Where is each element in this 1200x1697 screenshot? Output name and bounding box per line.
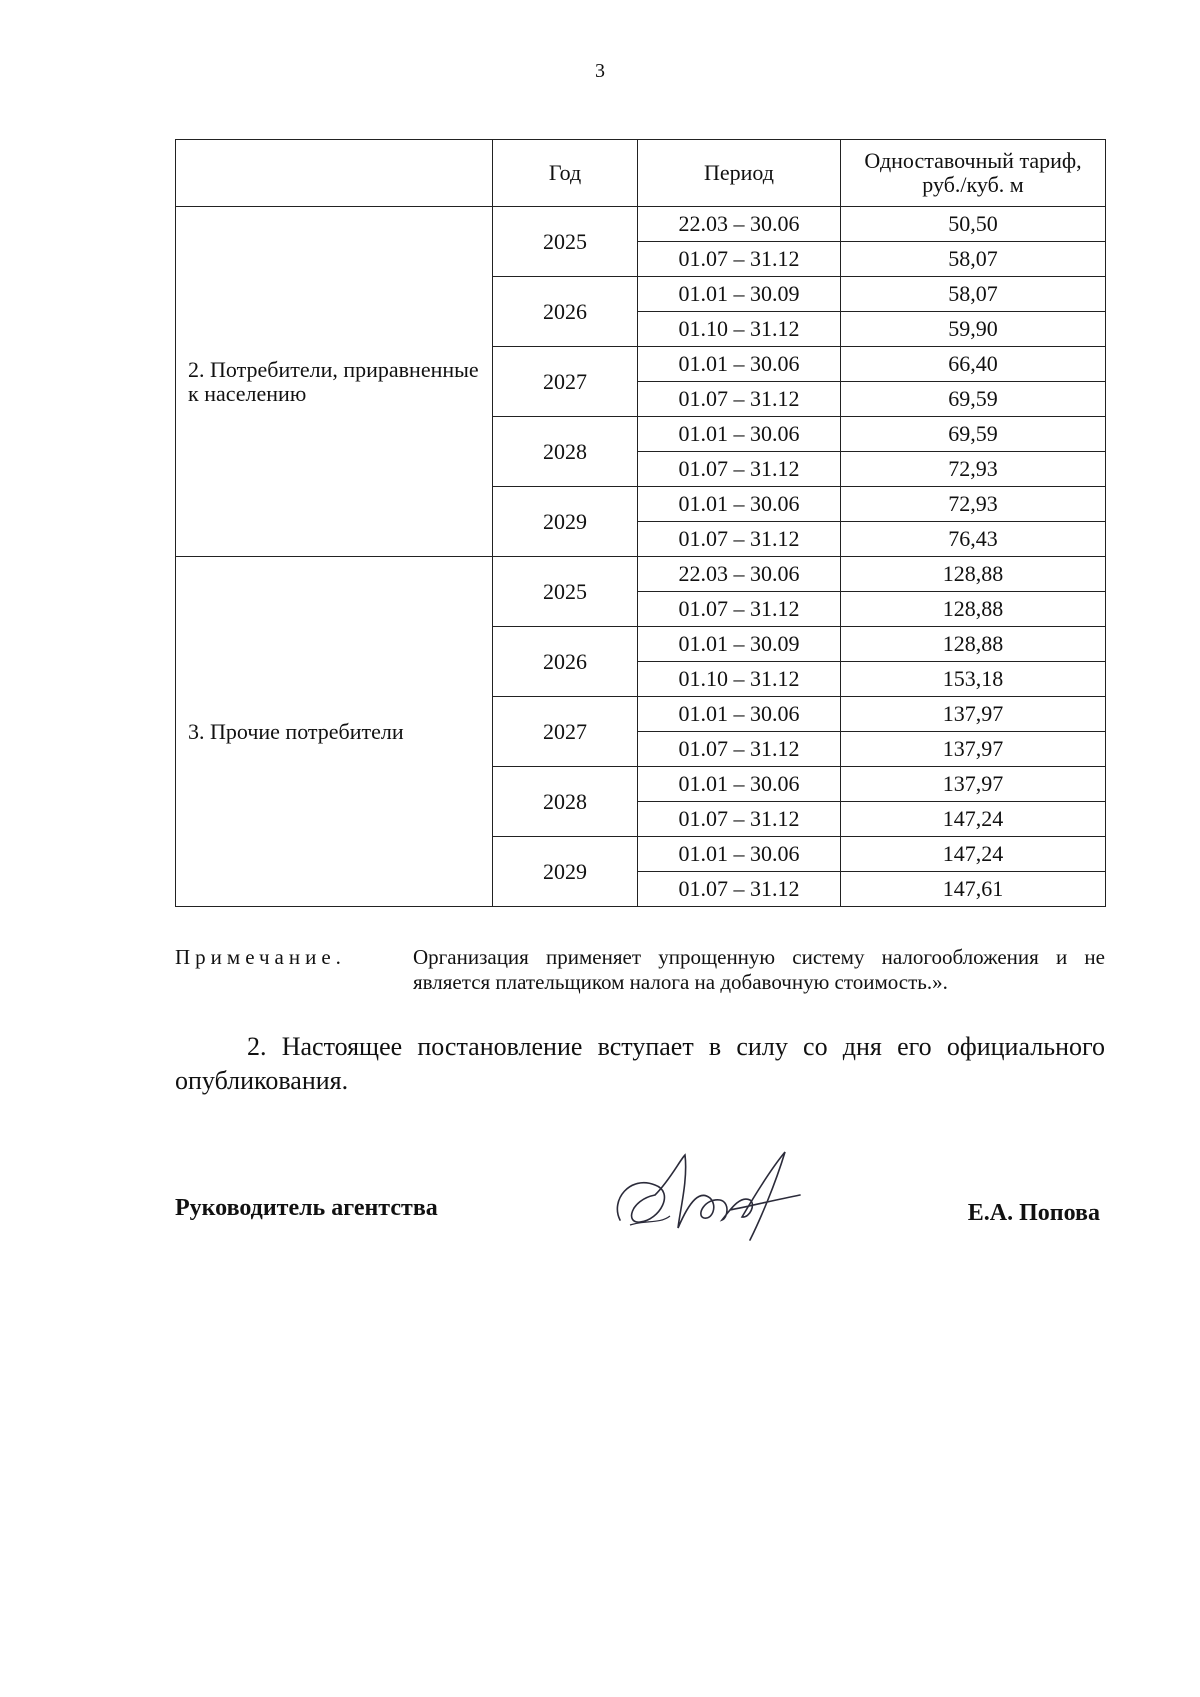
- period-cell: 01.01 – 30.06: [638, 767, 841, 802]
- signatory-name: Е.А. Попова: [967, 1200, 1100, 1226]
- year-cell: 2025: [493, 557, 638, 627]
- period-cell: 01.07 – 31.12: [638, 732, 841, 767]
- period-cell: 01.01 – 30.09: [638, 277, 841, 312]
- tariff-cell: 128,88: [841, 592, 1106, 627]
- period-cell: 01.01 – 30.09: [638, 627, 841, 662]
- tariff-cell: 147,24: [841, 802, 1106, 837]
- year-cell: 2029: [493, 487, 638, 557]
- effective-date-paragraph: 2. Настоящее постановление вступает в силу со дня его официального опубликования.: [175, 1032, 1105, 1095]
- period-cell: 01.01 – 30.06: [638, 347, 841, 382]
- year-cell: 2028: [493, 767, 638, 837]
- period-cell: 01.01 – 30.06: [638, 837, 841, 872]
- period-cell: 01.07 – 31.12: [638, 592, 841, 627]
- period-cell: 22.03 – 30.06: [638, 207, 841, 242]
- table-row: [176, 207, 1106, 242]
- tariff-cell: 76,43: [841, 522, 1106, 557]
- period-cell: 01.01 – 30.06: [638, 697, 841, 732]
- year-cell: 2027: [493, 347, 638, 417]
- tariff-cell: 137,97: [841, 767, 1106, 802]
- header-year: Год: [493, 140, 638, 207]
- tariff-cell: 128,88: [841, 627, 1106, 662]
- consumer-group-label: 2. Потребители, приравненные к населению: [176, 207, 493, 557]
- page-number: 3: [595, 60, 605, 82]
- handwritten-signature: [600, 1140, 820, 1250]
- tariff-cell: 147,61: [841, 872, 1106, 907]
- tariff-cell: 128,88: [841, 557, 1106, 592]
- year-cell: 2026: [493, 277, 638, 347]
- tariff-cell: 72,93: [841, 452, 1106, 487]
- year-cell: 2028: [493, 417, 638, 487]
- tariff-table: [175, 139, 1106, 907]
- tariff-cell: 137,97: [841, 732, 1106, 767]
- tariff-cell: 69,59: [841, 382, 1106, 417]
- table-header-row: [176, 140, 1106, 207]
- tariff-cell: 153,18: [841, 662, 1106, 697]
- header-period: Период: [638, 140, 841, 207]
- period-cell: 01.10 – 31.12: [638, 312, 841, 347]
- period-cell: 01.01 – 30.06: [638, 417, 841, 452]
- period-cell: 01.07 – 31.12: [638, 522, 841, 557]
- period-cell: 22.03 – 30.06: [638, 557, 841, 592]
- header-tariff: Одноставочный тариф, руб./куб. м: [841, 140, 1106, 207]
- note-text: Организация применяет упрощенную систему налогообложения и не является плательщиком налога на добавочную стоимость.».: [413, 945, 1105, 994]
- period-cell: 01.07 – 31.12: [638, 382, 841, 417]
- tariff-cell: 50,50: [841, 207, 1106, 242]
- period-cell: 01.07 – 31.12: [638, 802, 841, 837]
- period-cell: 01.01 – 30.06: [638, 487, 841, 522]
- tariff-cell: 137,97: [841, 697, 1106, 732]
- note: [175, 945, 1105, 995]
- consumer-group-label: 3. Прочие потребители: [176, 557, 493, 907]
- period-cell: 01.10 – 31.12: [638, 662, 841, 697]
- year-cell: 2026: [493, 627, 638, 697]
- period-cell: 01.07 – 31.12: [638, 452, 841, 487]
- year-cell: 2027: [493, 697, 638, 767]
- tariff-cell: 72,93: [841, 487, 1106, 522]
- tariff-cell: 147,24: [841, 837, 1106, 872]
- tariff-cell: 58,07: [841, 277, 1106, 312]
- tariff-cell: 66,40: [841, 347, 1106, 382]
- table-row: [176, 557, 1106, 592]
- year-cell: 2025: [493, 207, 638, 277]
- tariff-cell: 58,07: [841, 242, 1106, 277]
- note-label: Примечание.: [175, 945, 346, 969]
- period-cell: 01.07 – 31.12: [638, 242, 841, 277]
- period-cell: 01.07 – 31.12: [638, 872, 841, 907]
- signatory-title: Руководитель агентства: [175, 1195, 438, 1221]
- tariff-cell: 59,90: [841, 312, 1106, 347]
- header-category: [176, 140, 493, 207]
- year-cell: 2029: [493, 837, 638, 907]
- tariff-cell: 69,59: [841, 417, 1106, 452]
